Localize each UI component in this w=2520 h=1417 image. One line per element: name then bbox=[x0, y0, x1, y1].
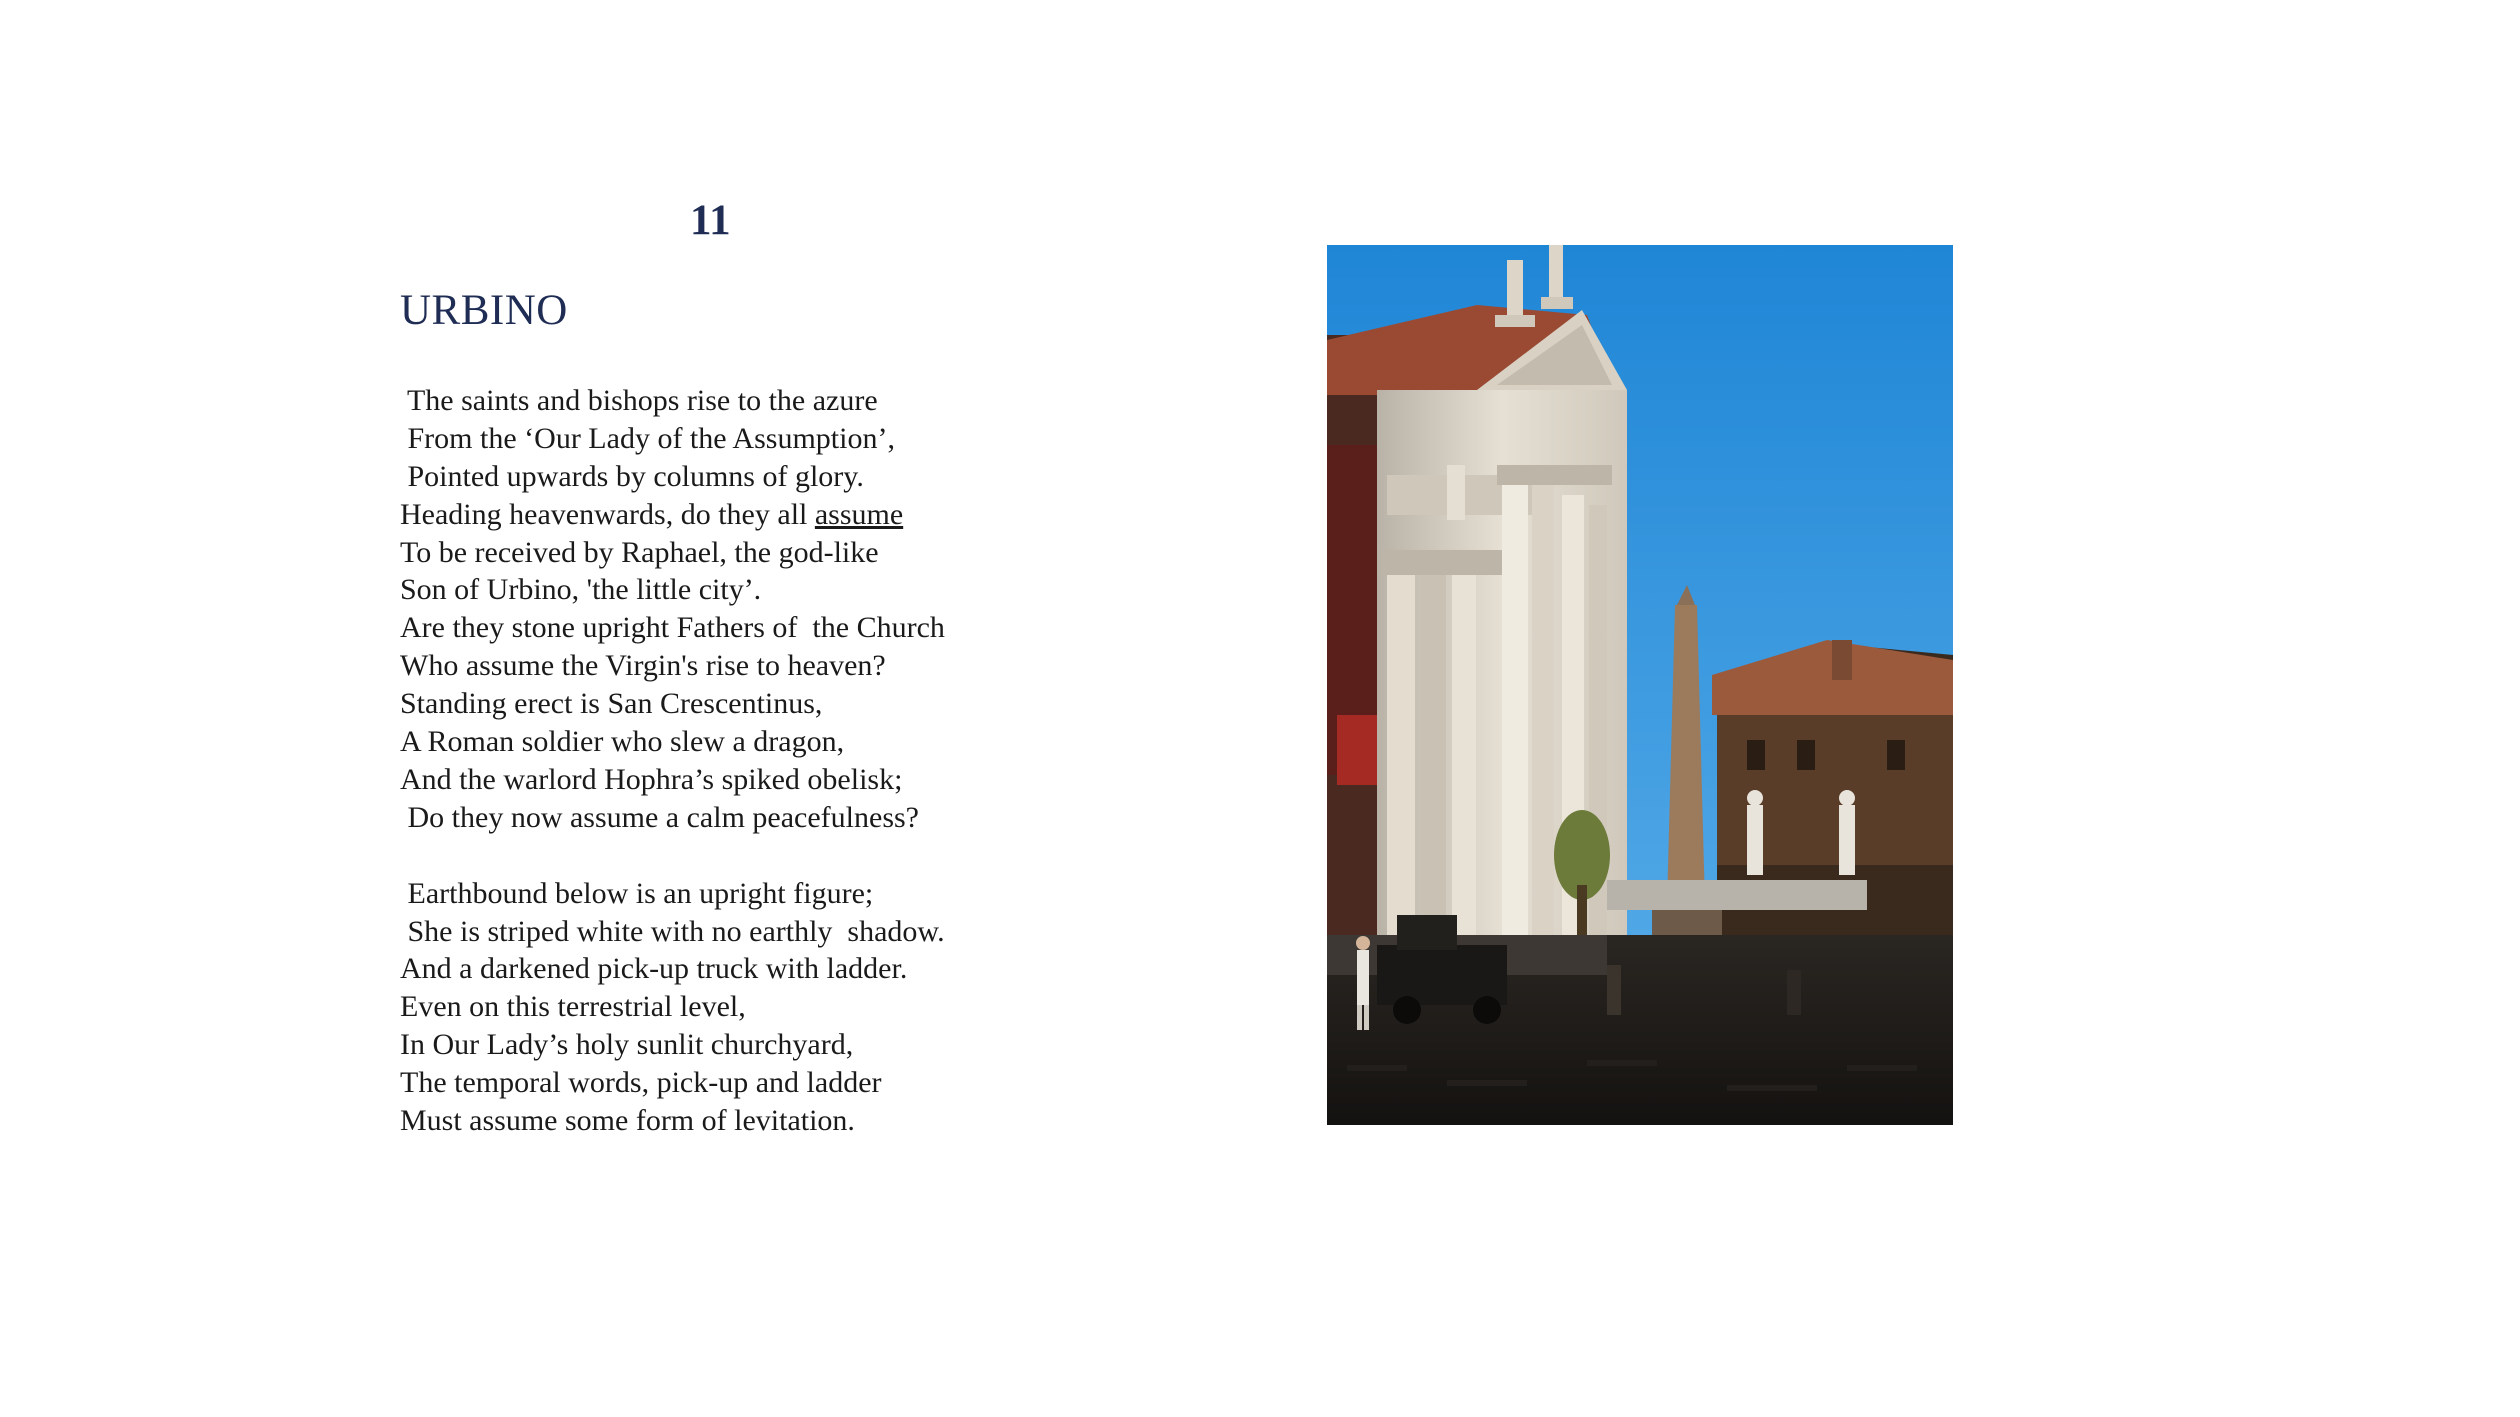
stanza-1 bbox=[400, 382, 1160, 837]
page-number: 11 bbox=[690, 197, 731, 244]
poem-line: Pointed upwards by columns of glory. bbox=[400, 459, 864, 493]
poem-line: Must assume some form of levitation. bbox=[400, 1104, 855, 1138]
poem-line: A Roman soldier who slew a dragon, bbox=[400, 725, 845, 759]
poem-line: And a darkened pick-up truck with ladder. bbox=[400, 952, 908, 986]
poem-line: She is striped white with no earthly shadow. bbox=[400, 914, 945, 948]
poem-line: And the warlord Hophra’s spiked obelisk; bbox=[400, 762, 903, 796]
poem-line: Earthbound below is an upright figure; bbox=[400, 876, 874, 910]
poem-line: Do they now assume a calm peacefulness? bbox=[400, 800, 919, 834]
poem-line bbox=[400, 496, 1160, 534]
poem-body bbox=[400, 382, 1160, 1140]
stanza-2 bbox=[400, 875, 1160, 1140]
poem-line: Are they stone upright Fathers of the Church bbox=[400, 611, 945, 645]
poem-line: The temporal words, pick-up and ladder bbox=[400, 1066, 882, 1100]
poem-line: Standing erect is San Crescentinus, bbox=[400, 687, 823, 721]
underlined-word: assume bbox=[814, 497, 904, 531]
poem-line: Son of Urbino, 'the little city’. bbox=[400, 573, 762, 607]
poem-line-text: Heading heavenwards, do they all bbox=[400, 497, 815, 531]
poem-title: URBINO bbox=[400, 287, 568, 334]
poem-line: In Our Lady’s holy sunlit churchyard, bbox=[400, 1028, 854, 1062]
poem-line: Who assume the Virgin's rise to heaven? bbox=[400, 649, 886, 683]
poem-line: The saints and bishops rise to the azure bbox=[400, 384, 878, 417]
poem-line: Even on this terrestrial level, bbox=[400, 990, 746, 1024]
poem-line: From the ‘Our Lady of the Assumption’, bbox=[400, 421, 895, 455]
photo-illustration bbox=[1327, 245, 1953, 1125]
urbino-cathedral-photo bbox=[1327, 245, 1953, 1125]
poem-line: To be received by Raphael, the god-like bbox=[400, 535, 879, 569]
